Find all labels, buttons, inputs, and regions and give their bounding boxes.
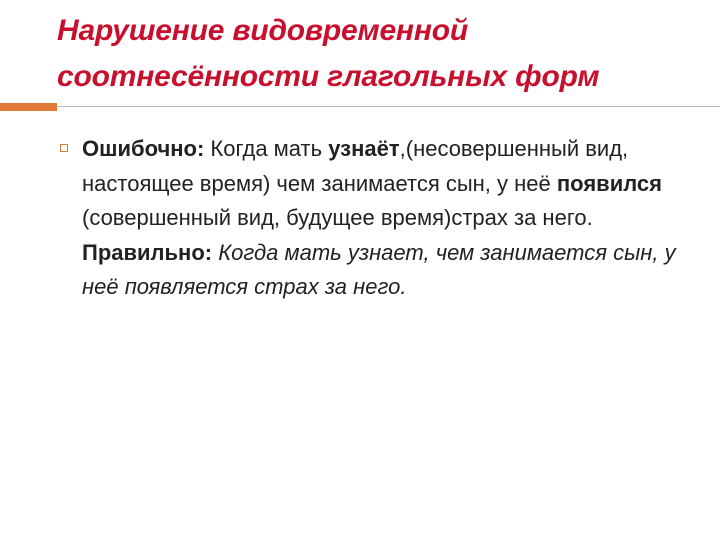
wrong-label: Ошибочно: [82,136,205,161]
square-bullet-icon [60,144,68,152]
correct-label: Правильно: [82,239,213,265]
slide-body [60,132,680,305]
title-accent-bar [0,103,57,111]
title-divider [57,106,720,107]
correct-example [82,236,680,305]
correct-text: Когда мать узнает, чем занимается сын, у неё появляется страх за него. [82,239,676,299]
wrong-text-3: (совершенный вид, будущее время)страх за него. [82,205,593,230]
wrong-text-1: Когда мать [204,136,329,161]
wrong-example [82,132,680,236]
wrong-verb-2: появился [556,170,662,196]
slide-title: Нарушение видовременной соотнесённости глагольных форм [57,14,600,93]
wrong-verb-1: узнаёт [328,136,400,161]
wrong-text-2: ,(несовершенный вид, настоящее время) чем занимается сын, у неё [82,136,629,196]
